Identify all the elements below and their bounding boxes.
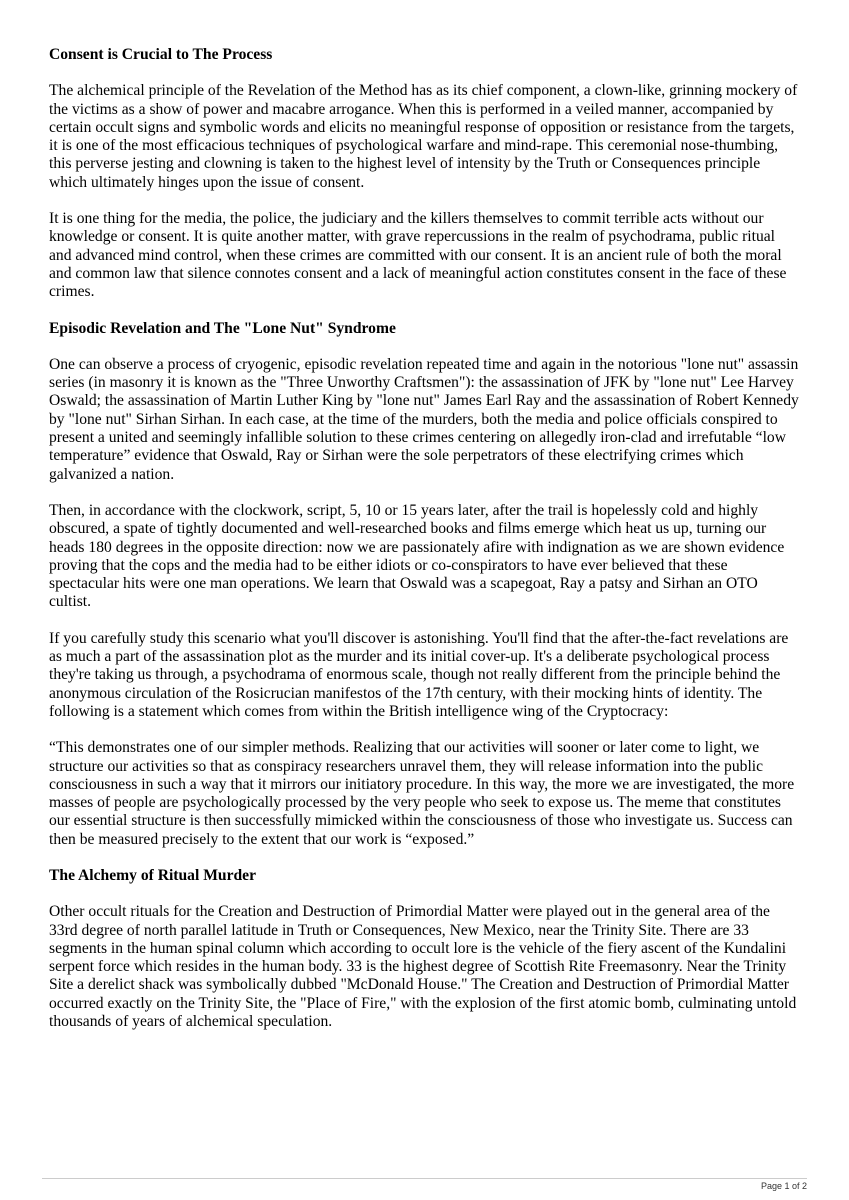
paragraph: If you carefully study this scenario what you'll discover is astonishing. You'll find that the after-the-fact revelations are as much a part of the assassination plot as the murder and its initial cover-up. It's a deliberate psychological process they're taking us through, a psychodrama of enormous scale, though not really different from the principle behind the anonymous circulation of the Rosicrucian manifestos of the 17th century, with their mocking hints of identity. The following is a statement which comes from within the British intelligence wing of the Cryptocracy: — [49, 629, 789, 720]
paragraph: It is one thing for the media, the police, the judiciary and the killers themselves to commit terrible acts without our knowledge or consent. It is quite another matter, with grave repercussions in the realm of psychodrama, public ritual and advanced mind control, when these crimes are committed with our consent. It is an ancient rule of both the moral and common law that silence connotes consent and a lack of meaningful action constitutes consent in the face of these crimes. — [49, 210, 787, 301]
paragraph: One can observe a process of cryogenic, episodic revelation repeated time and again in the notorious "lone nut" assassin series (in masonry it is known as the "Three Unworthy Craftsmen"): the assassination of JFK by "lone nut" Lee Harvey Oswald; the assassination of Martin Luther King by "lone nut" James Earl Ray and the assassination of Robert Kennedy by "lone nut" Sirhan Sirhan. In each case, at the time of the murders, both the media and police officials conspired to present a united and seemingly infallible solution to these crimes centering on allegedly iron-clad and irrefutable “low temperature” evidence that Oswald, Ray or Sirhan were the sole perpetrators of these electrifying crimes which galvanized a nation. — [49, 355, 799, 483]
section-heading: Consent is Crucial to The Process — [49, 46, 273, 63]
footer-divider — [42, 1178, 807, 1179]
section-heading: The Alchemy of Ritual Murder — [49, 866, 257, 884]
quote-paragraph: “This demonstrates one of our simpler methods. Realizing that our activities will sooner or later come to light, we structure our activities so that as conspiracy researchers unravel them, they will release information into the public consciousness in such a way that it mirrors our initiatory procedure. In this way, the more we are investigated, the more masses of people are psychologically processed by the very people who seek to expose us. The meme that constitutes our essential structure is then successfully mimicked within the consciousness of those who investigate us. Success can then be measured precisely to the extent that our work is “exposed.” — [49, 739, 795, 848]
paragraph: The alchemical principle of the Revelation of the Method has as its chief component, a clown-like, grinning mockery of the victims as a show of power and macabre arrogance. When this is performed in a veiled manner, accompanied by certain occult signs and symbolic words and elicits no meaningful response of opposition or resistance from the targets, it is one of the most efficacious techniques of psychological warfare and mind-rape. This ceremonial nose-thumbing, this perverse jesting and clowning is taken to the highest level of intensity by the Truth or Consequences principle which ultimately hinges upon the issue of consent. — [49, 82, 798, 191]
section-lone-nut — [49, 320, 801, 849]
paragraph: Then, in accordance with the clockwork, script, 5, 10 or 15 years later, after the trail is hopelessly cold and highly obscured, a spate of tightly documented and well-researched books and films emerge which heat us up, turning our heads 180 degrees in the opposite direction: now we are passionately afire with indignation as we are shown evidence proving that the cops and the media had to be either idiots or co-conspirators to have ever believed that these spectacular hits were one man operations. We learn that Oswald was a scapegoat, Ray a patsy and Sirhan an OTO cultist. — [49, 501, 785, 611]
document-body — [49, 46, 801, 1049]
section-consent — [49, 46, 801, 302]
section-heading: Episodic Revelation and The "Lone Nut" Syndrome — [49, 319, 396, 337]
page-number: Page 1 of 2 — [760, 1181, 807, 1191]
section-ritual-murder — [49, 867, 801, 1031]
paragraph: Other occult rituals for the Creation and Destruction of Primordial Matter were played out in the general area of the 33rd degree of north parallel latitude in Truth or Consequences, New Mexico, near the Trinity Site. There are 33 segments in the human spinal column which according to occult lore is the vehicle of the fiery ascent of the Kundalini serpent force which resides in the human body. 33 is the highest degree of Scottish Rite Freemasonry. Near the Trinity Site a derelict shack was symbolically dubbed "McDonald House." The Creation and Destruction of Primordial Matter occurred exactly on the Trinity Site, the "Place of Fire," with the explosion of the first atomic bomb, culminating untold thousands of years of alchemical speculation. — [49, 903, 797, 1031]
